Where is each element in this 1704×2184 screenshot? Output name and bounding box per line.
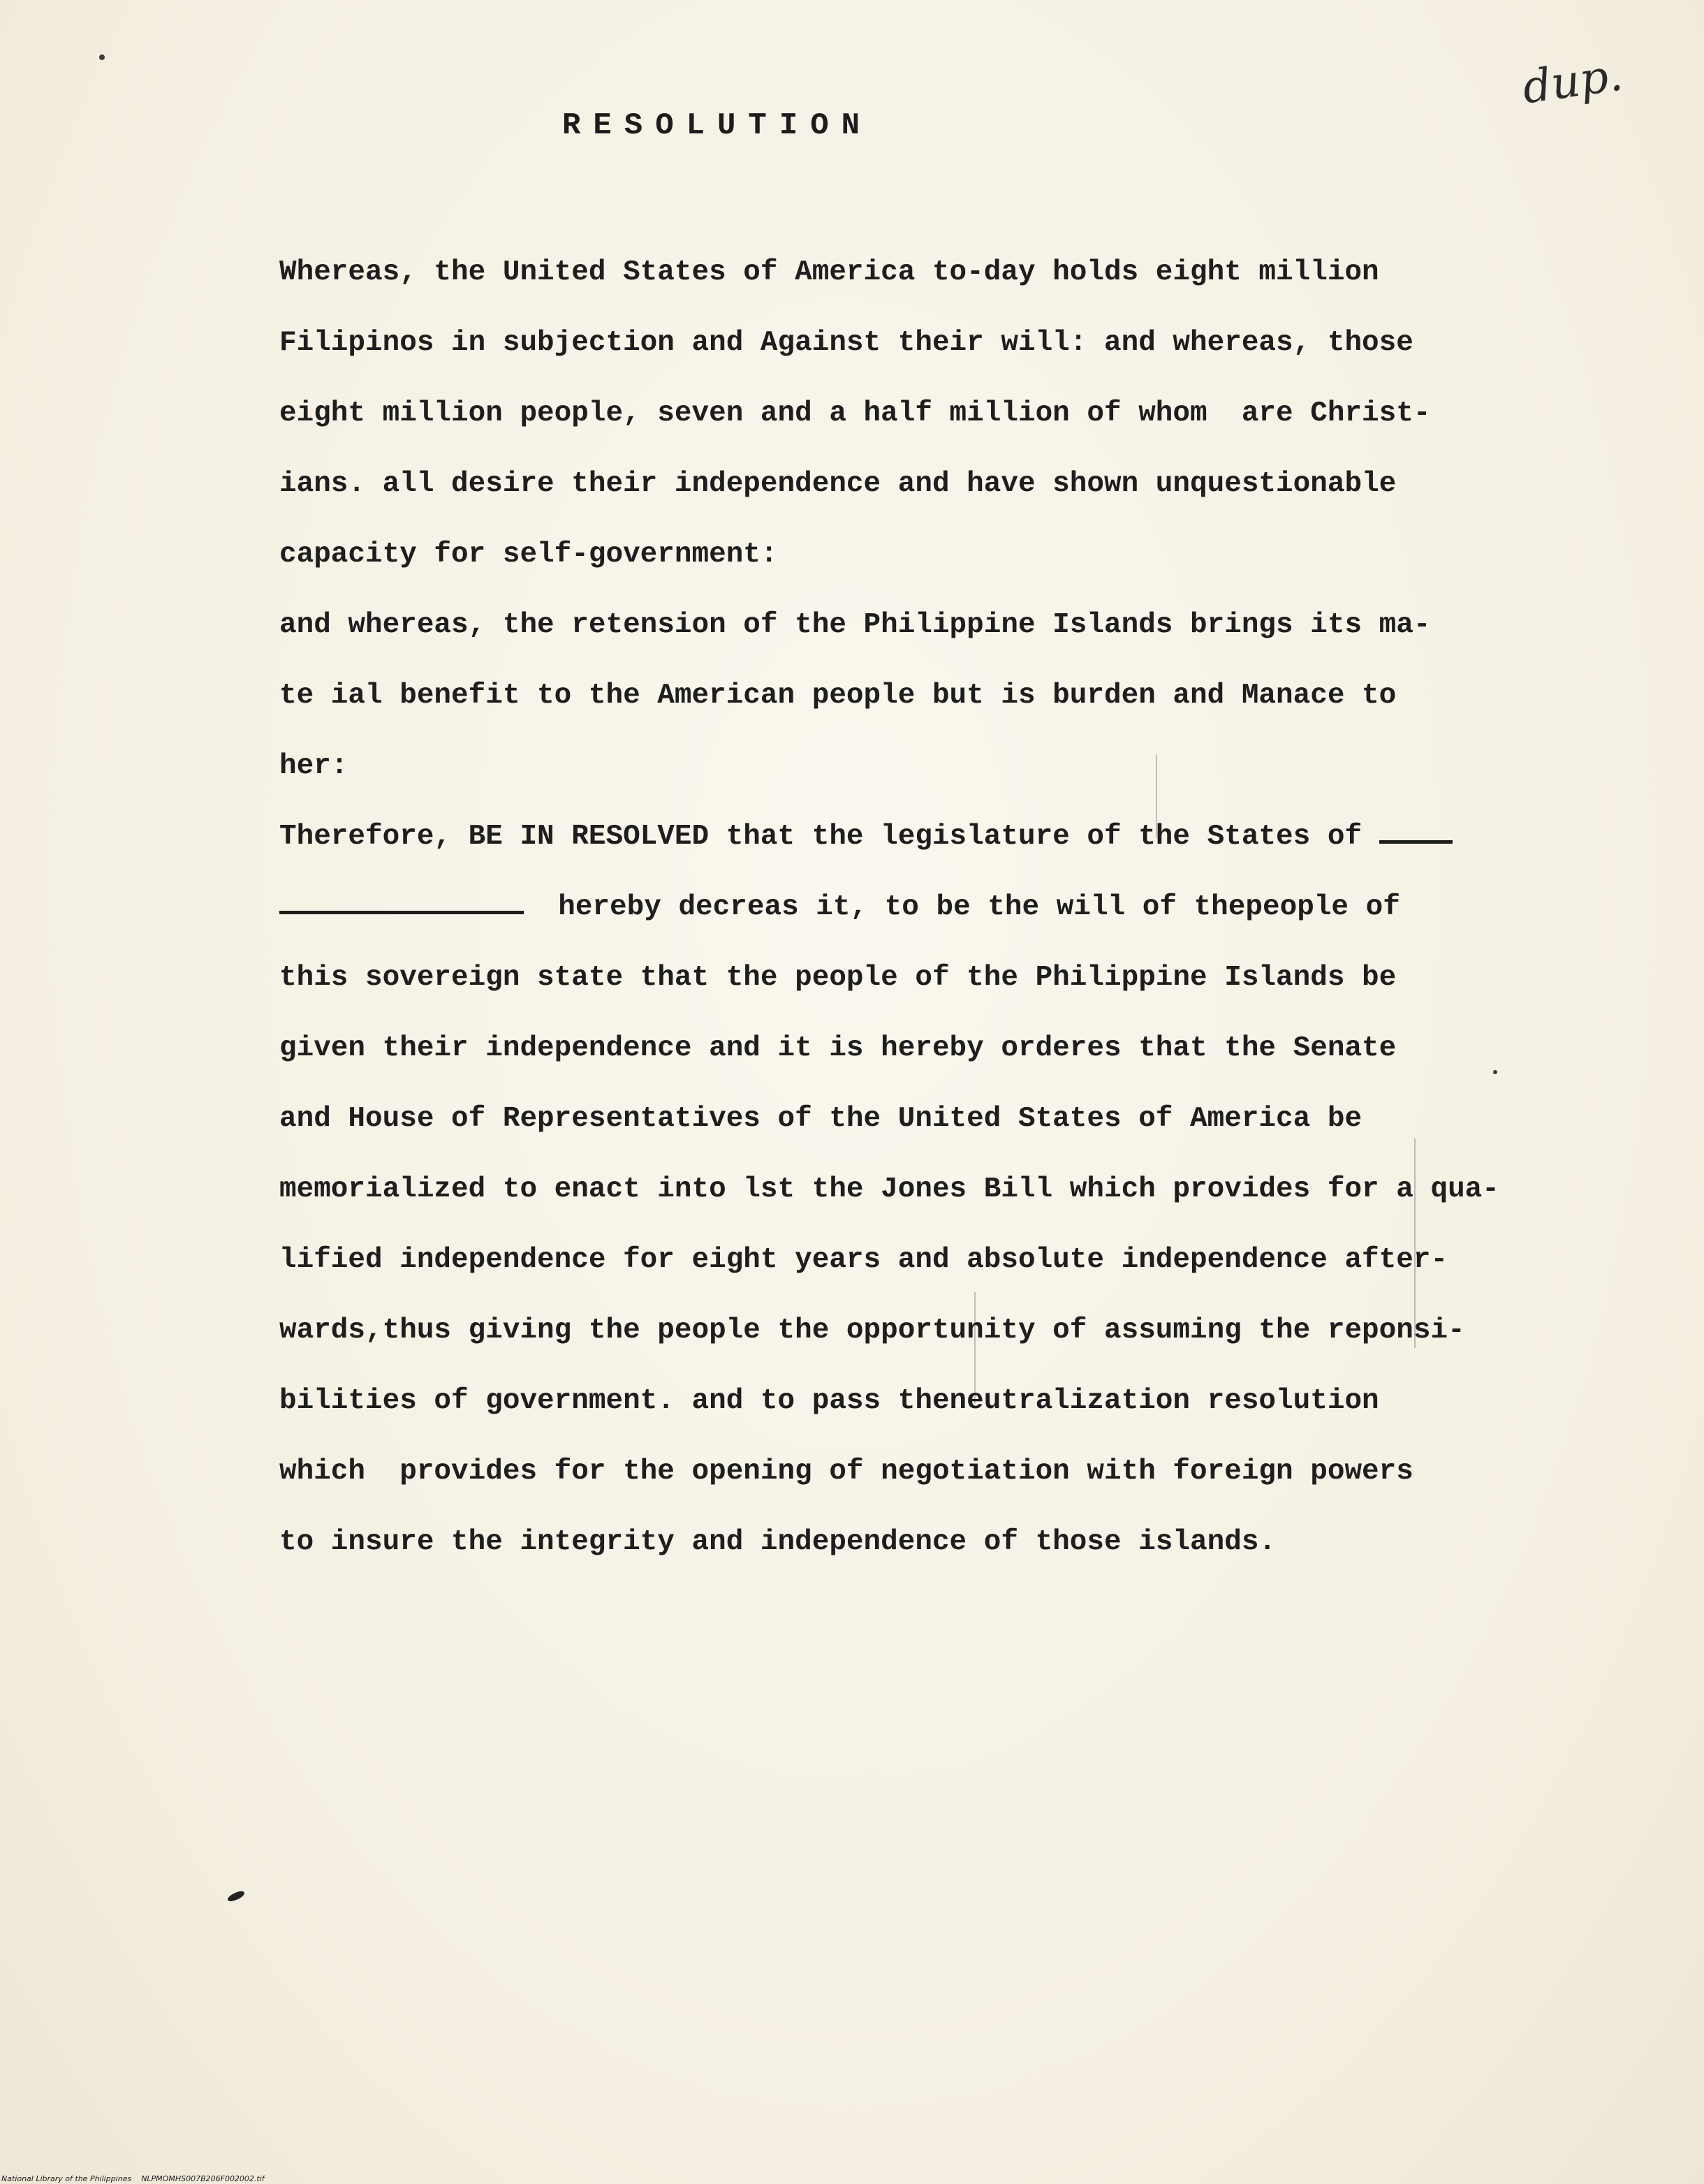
text-line: her:	[279, 750, 348, 782]
resolution-body	[279, 248, 1606, 1588]
text-line: lified independence for eight years and absolute independence after-	[279, 1244, 1448, 1276]
text-line: capacity for self-government:	[279, 538, 778, 571]
text-line: memorialized to enact into lst the Jones Bill which provides for a qua-	[279, 1173, 1499, 1205]
text-line: given their independence and it is hereby orderes that the Senate	[279, 1032, 1397, 1064]
text-line: Whereas, the United States of America to-day holds eight million	[279, 256, 1379, 288]
text-line: which provides for the opening of negotiation with foreign powers	[279, 1456, 1413, 1488]
ink-dot	[99, 54, 105, 60]
text-line: to insure the integrity and independence of those islands.	[279, 1526, 1277, 1558]
text-line: eight million people, seven and a half million of whom are Christ-	[279, 397, 1431, 430]
text-line-with-blank	[279, 883, 1606, 953]
text-line: wards,thus giving the people the opportunity of assuming the reponsi-	[279, 1314, 1465, 1347]
text-line: Filipinos in subjection and Against their will: and whereas, those	[279, 327, 1413, 359]
text-line: and whereas, the retension of the Philippine Islands brings its ma-	[279, 609, 1431, 641]
text-line: bilities of government. and to pass theneutralization resolution	[279, 1385, 1379, 1417]
handwritten-annotation: dup.	[1519, 49, 1626, 115]
text-line: this sovereign state that the people of the Philippine Islands be	[279, 962, 1397, 994]
document-title: RESOLUTION	[562, 108, 873, 143]
therefore-clause: Therefore, BE IN RESOLVED that the legislature of the States of	[279, 821, 1363, 853]
text-line: te ial benefit to the American people but is burden and Manace to	[279, 680, 1397, 712]
text-line: and House of Representatives of the United States of America be	[279, 1103, 1363, 1135]
text-line: ians. all desire their independence and have shown unquestionable	[279, 468, 1397, 500]
decree-clause: hereby decreas it, to be the will of thepeople of	[558, 891, 1400, 923]
blank-fill-line	[279, 890, 524, 914]
archive-footer: National Library of the Philippines NLPMOMHS007B206F002002.tif	[1, 2174, 265, 2183]
text-line-with-blank	[279, 812, 1606, 883]
blank-fill-line	[1379, 819, 1453, 844]
